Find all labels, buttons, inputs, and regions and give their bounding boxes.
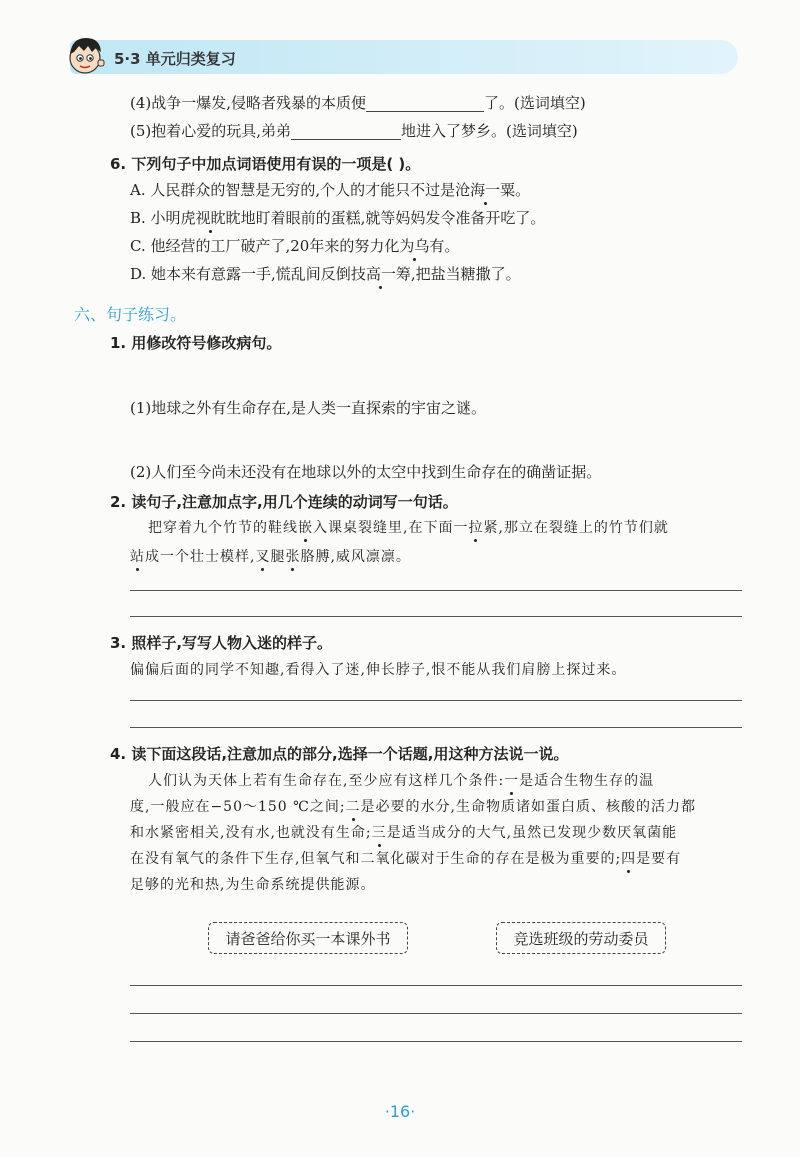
faulty-sentence-2: (2)人们至今尚未还没有在地球以外的太空中找到生命存在的确凿证据。	[130, 463, 602, 481]
writing-line[interactable]	[130, 590, 742, 591]
q3-example: 偏偏后面的同学不知趣,看得入了迷,伸长脖子,恨不能从我们肩膀上探过来。	[130, 662, 627, 678]
q2-sentence-line-1: 把穿着九个竹节的鞋线嵌入课桌裂缝里,在下面一拉紧,那立在裂缝上的竹节们就	[148, 520, 669, 536]
q5-item-4: (4)战争一爆发,侵略者残暴的本质便 了。(选词填空)	[130, 94, 586, 112]
q3-stem: 3. 照样子,写写人物入迷的样子。	[110, 634, 333, 652]
q6-option-c[interactable]: C. 他经营的工厂破产了,20年来的努力化为乌有。	[130, 237, 460, 255]
writing-line[interactable]	[130, 727, 742, 728]
q5-item-5: (5)抱着心爱的玩具,弟弟 地进入了梦乡。(选词填空)	[130, 122, 578, 140]
q2-stem: 2. 读句子,注意加点字,用几个连续的动词写一句话。	[110, 493, 458, 511]
writing-line[interactable]	[130, 1013, 742, 1014]
writing-line[interactable]	[130, 700, 742, 701]
header-title: 5·3 单元归类复习	[114, 50, 236, 68]
q6-option-a[interactable]: A. 人民群众的智慧是无穷的,个人的才能只不过是沧海一粟。	[130, 181, 531, 199]
q4-stem: 4. 读下面这段话,注意加点的部分,选择一个话题,用这种方法说一说。	[110, 745, 569, 763]
writing-line[interactable]	[130, 985, 742, 986]
answer-blank[interactable]	[366, 95, 484, 112]
q1-stem: 1. 用修改符号修改病句。	[110, 334, 282, 352]
q6-stem: 6. 下列句子中加点词语使用有误的一项是( )。	[110, 155, 421, 173]
q4-passage: 人们认为天体上若有生命存在,至少应有这样几个条件:一是适合生物生存的温 度,一般应在−50～150 ℃之间;二是必要的水分,生命物质诸如蛋白质、核酸的活力都 和水紧密相关,没有水,也就没有生命;三是适当成分的大气,虽然已发现少数厌氧菌能 在没有氧气的条件下生存,但氧气和二氧化碳对于生命的存在是极为重要的;四是要有 足够的光和热,为生命系统提供能源。	[130, 773, 696, 893]
section-title: 六、句子练习。	[74, 305, 187, 324]
answer-blank[interactable]	[291, 123, 401, 140]
q6-option-b[interactable]: B. 小明虎视眈眈地盯着眼前的蛋糕,就等妈妈发令准备开吃了。	[130, 209, 546, 227]
q6-option-d[interactable]: D. 她本来有意露一手,慌乱间反倒技高一筹,把盐当糖撒了。	[130, 265, 521, 283]
q2-sentence-line-2: 站成一个壮士模样,叉腿张胳膊,威风凛凛。	[130, 549, 411, 565]
writing-line[interactable]	[130, 1041, 742, 1042]
student-mascot-icon	[62, 32, 108, 78]
topic-option-1[interactable]: 请爸爸给你买一本课外书	[208, 922, 408, 954]
page-number: ·16·	[384, 1102, 416, 1121]
faulty-sentence-1: (1)地球之外有生命存在,是人类一直探索的宇宙之谜。	[130, 399, 487, 417]
writing-line[interactable]	[130, 616, 742, 617]
topic-option-2[interactable]: 竞选班级的劳动委员	[496, 922, 666, 954]
